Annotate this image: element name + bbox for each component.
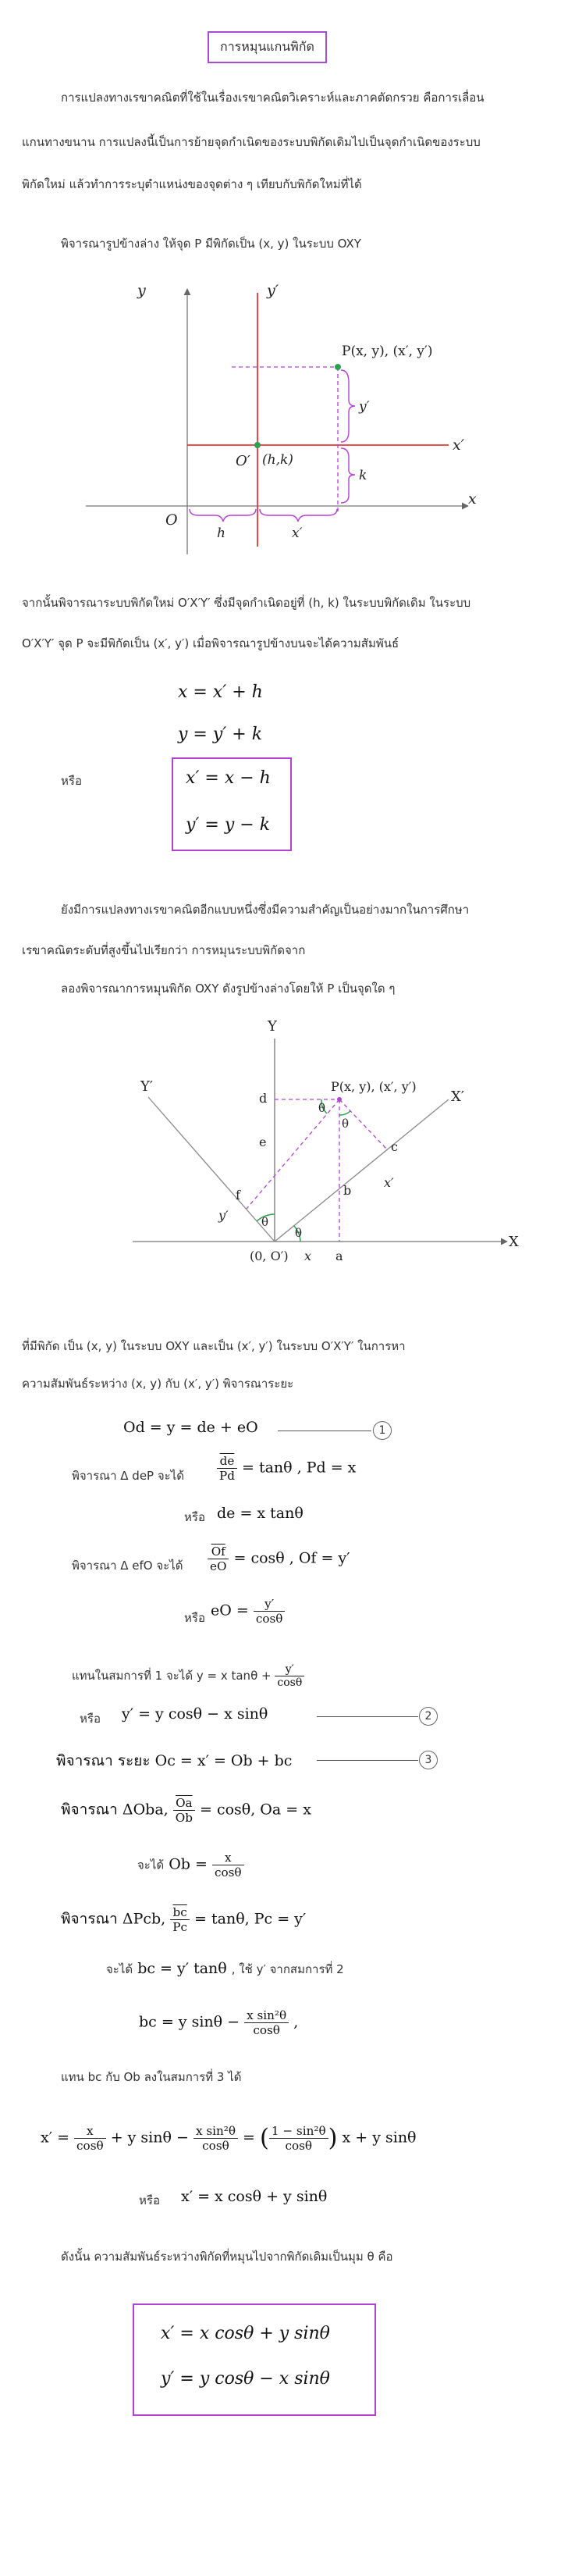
translation-diagram	[62, 265, 499, 554]
label-d: d	[259, 1091, 268, 1106]
eO-num: y′	[254, 1597, 286, 1612]
xp-tail: x + y sinθ	[342, 2129, 417, 2147]
eq2-leader	[317, 1716, 418, 1717]
k-brace	[341, 448, 355, 503]
bc-full-tail: ,	[293, 2013, 299, 2031]
consider-deP: พิจารณา Δ deP จะได้	[72, 1469, 184, 1483]
theta-arc-p-right	[339, 1111, 350, 1115]
eq-number-2: 2	[419, 1707, 438, 1726]
eq-x-translate: x = x′ + h	[178, 682, 263, 702]
label-y-prime: y′	[267, 282, 279, 299]
point-p	[335, 364, 341, 370]
label-y-prime-small: y′	[218, 1208, 229, 1223]
Pcb-rhs: = tanθ, Pc = y′	[194, 1910, 307, 1928]
Pcb-num: $\overline{bc}$	[170, 1905, 190, 1920]
deP-rhs: = tanθ , Pd = x	[242, 1459, 357, 1477]
deP-den: Pd	[219, 1469, 235, 1483]
h-brace	[190, 509, 256, 522]
label-f: f	[236, 1188, 240, 1202]
P-to-f-line	[247, 1099, 339, 1209]
x-prime-short: x′ = x cosθ + y sinθ	[181, 2188, 328, 2205]
xp-f2-den: cosθ	[202, 2139, 229, 2153]
eq-y-prime: y′ = y cosθ − x sinθ	[122, 1705, 268, 1723]
final-result-box	[133, 2303, 376, 2416]
label-x-small: x	[304, 1249, 312, 1263]
bc-full-num: x sin²θ	[244, 2008, 289, 2023]
derivation-line-1: ที่มีพิกัด เป็น (x, y) ในระบบ OXY และเป็น (x′, y′) ในระบบ O′X′Y′ ในการหา	[22, 1339, 406, 1353]
x-prime-brace	[260, 509, 337, 522]
Oba-rhs: = cosθ, Oa = x	[199, 1801, 311, 1819]
label-origin: (0, O′)	[250, 1249, 289, 1263]
Oba-num: $\overline{Oa}$	[173, 1796, 195, 1811]
label-Y: Y	[268, 1018, 277, 1035]
X-prime-axis	[275, 1099, 449, 1242]
intro-line-4: พิจารณารูปข้างล่าง ให้จุด P มีพิกัดเป็น (x, y) ในระบบ OXY	[61, 237, 361, 251]
rotation-diagram	[31, 1015, 546, 1327]
rotation-line-1: ยังมีการแปลงทางเรขาคณิตอีกแบบหนึ่งซึ่งมีความสำคัญเป็นอย่างมากในการศึกษา	[61, 903, 470, 917]
eq-number-1: 1	[373, 1421, 392, 1440]
get-label-2: จะได้	[106, 1962, 133, 1976]
sub1-den: cosθ	[277, 1676, 303, 1689]
final-eq-x-prime: x′ = x cosθ + y sinθ	[161, 2324, 330, 2343]
efO-den: eO	[210, 1559, 227, 1573]
label-e: e	[259, 1135, 267, 1149]
Ob-equation	[137, 1851, 244, 1879]
or-label-2: หรือ	[184, 1510, 205, 1524]
intro-line-3: พิกัดใหม่ แล้วทำการระบุตำแหน่งของจุดต่าง ๆ เทียบกับพิกัดใหม่ที่ได้	[22, 177, 362, 191]
get-label-1: จะได้	[137, 1858, 165, 1872]
label-brace-h: h	[217, 526, 225, 541]
or-label-5: หรือ	[139, 2193, 160, 2207]
label-P: P(x, y), (x′, y′)	[331, 1079, 417, 1094]
xp-f3-num: 1 − sin²θ	[269, 2124, 328, 2139]
rotation-line-3: ลองพิจารณาการหมุนพิกัด OXY ดังรูปข้างล่างโดยให้ P เป็นจุดใด ๆ	[61, 982, 396, 996]
label-a: a	[335, 1249, 343, 1263]
label-p: P(x, y), (x′, y′)	[342, 344, 433, 359]
sub1-num: y′	[275, 1663, 304, 1676]
xp-equals: =	[243, 2129, 255, 2147]
bc-equation	[106, 1960, 344, 1979]
sub1-text: แทนในสมการที่ 1 จะได้ y = x tanθ +	[72, 1669, 272, 1683]
bc-full-equation	[139, 2008, 298, 2037]
efO-ratio	[208, 1545, 350, 1573]
x-prime-long-equation: x′ = $\frac{x}{\cos\theta}$ + y sinθ − $\frac{\text{x sin²θ}}{\cos\theta}$ = ( $\frac{\text{1 − sin²θ}}{\cos\theta}$ ) x + y sinθ	[41, 2124, 417, 2153]
efO-num: $\overline{Of}$	[208, 1545, 229, 1559]
Oba-label: พิจารณา ΔOba,	[61, 1801, 169, 1819]
consider-Oc: พิจารณา ระยะ Oc = x′ = Ob + bc	[56, 1752, 293, 1769]
xp-f1-num: x	[74, 2124, 106, 2139]
label-o-prime: O′	[236, 453, 250, 469]
page-title: การหมุนแกนพิกัด	[208, 31, 327, 63]
box-eq-x: x′ = x − h	[186, 768, 271, 788]
box-eq-y: y′ = y − k	[186, 815, 271, 835]
Ob-den: cosθ	[214, 1865, 242, 1879]
translation-line-2: O′X′Y′ จุด P จะมีพิกัดเป็น (x′, y′) เมื่อพิจารณารูปข้างบนจะได้ความสัมพันธ์	[22, 636, 399, 650]
final-eq-y-prime: y′ = y cosθ − x sinθ	[161, 2369, 330, 2389]
label-hk: (h,k)	[262, 452, 293, 468]
or-label-4: หรือ	[80, 1712, 101, 1726]
or-label-1: หรือ	[61, 774, 82, 788]
theta-label-1: θ	[295, 1226, 303, 1240]
label-o: O	[165, 511, 178, 529]
xp-mid: + y sinθ −	[110, 2129, 189, 2147]
xp-lhs: x′ =	[41, 2129, 69, 2147]
efO-rhs: = cosθ , Of = y′	[233, 1549, 350, 1567]
substitute-eq1	[72, 1663, 304, 1689]
eq3-leader	[317, 1760, 418, 1761]
theta-label-2: θ	[261, 1215, 269, 1229]
eq-y-translate: y = y′ + k	[178, 725, 263, 744]
intro-line-2: แกนทางขนาน การแปลงนี้เป็นการย้ายจุดกำเนิดของระบบพิกัดเดิมไปเป็นจุดกำเนิดของระบบ	[22, 135, 481, 149]
Ob-lhs: Ob =	[169, 1855, 208, 1873]
bc-full-lhs: bc = y sinθ −	[139, 2013, 240, 2031]
label-brace-k: k	[359, 468, 367, 483]
label-X-prime: X′	[451, 1088, 464, 1105]
rotation-line-2: เรขาคณิตระดับที่สูงขึ้นไปเรียกว่า การหมุนระบบพิกัดจาก	[22, 943, 306, 957]
label-b: b	[343, 1183, 352, 1198]
label-x-prime: x′	[453, 436, 465, 454]
xp-f1-den: cosθ	[76, 2139, 104, 2153]
label-brace-y-prime: y′	[359, 399, 370, 415]
eO-den: cosθ	[255, 1612, 283, 1626]
Pcb-label: พิจารณา ΔPcb,	[61, 1910, 166, 1928]
xp-f2-num: x sin²θ	[193, 2124, 238, 2139]
derivation-line-2: ความสัมพันธ์ระหว่าง (x, y) กับ (x′, y′) พิจารณาระยะ	[22, 1377, 294, 1391]
Ob-num: x	[212, 1851, 244, 1865]
deP-ratio	[217, 1454, 356, 1483]
xp-f3-den: cosθ	[285, 2139, 313, 2153]
label-Y-prime: Y′	[140, 1078, 153, 1095]
eO-lhs: eO =	[211, 1602, 249, 1619]
use-eq2-note: , ใช้ y′ จากสมการที่ 2	[231, 1962, 344, 1976]
theta-label-3: θ	[318, 1101, 326, 1115]
deP-num: $\overline{de}$	[217, 1454, 237, 1469]
label-c: c	[391, 1139, 398, 1154]
inverse-translation-box	[172, 757, 292, 851]
label-x: x	[468, 490, 477, 508]
de-equation: de = x tanθ	[217, 1505, 304, 1522]
conclusion-text: ดังนั้น ความสัมพันธ์ระหว่างพิกัดที่หมุนไปจากพิกัดเดิมเป็นมุม θ คือ	[61, 2250, 393, 2264]
label-X: X	[509, 1234, 519, 1250]
Oba-den: Ob	[175, 1811, 193, 1825]
eO-equation	[211, 1597, 285, 1626]
label-brace-x-prime: x′	[292, 526, 303, 541]
theta-label-4: θ	[342, 1117, 350, 1131]
Y-prime-axis	[148, 1097, 275, 1242]
origin-prime-point	[254, 442, 261, 448]
label-x-prime-small: x′	[384, 1175, 394, 1190]
consider-Oba	[61, 1796, 311, 1825]
label-y: y	[137, 282, 146, 299]
y-prime-brace	[341, 370, 355, 442]
consider-Pcb	[61, 1905, 306, 1934]
substitute-eq3: แทน bc กับ Ob ลงในสมการที่ 3 ได้	[61, 2070, 242, 2084]
rotation-point-p	[337, 1097, 342, 1102]
eq-Od: Od = y = de + eO	[123, 1419, 258, 1436]
Pcb-den: Pc	[172, 1920, 187, 1934]
or-label-3: หรือ	[184, 1611, 205, 1625]
translation-line-1: จากนั้นพิจารณาระบบพิกัดใหม่ O′X′Y′ ซึ่งมีจุดกำเนิดอยู่ที่ (h, k) ในระบบพิกัดเดิม ในระบบ	[22, 596, 471, 610]
eq-number-3: 3	[419, 1751, 438, 1769]
bc-eq: bc = y′ tanθ	[137, 1960, 227, 1977]
bc-full-den: cosθ	[253, 2023, 280, 2037]
consider-efO: พิจารณา Δ efO จะได้	[72, 1559, 183, 1573]
intro-line-1: การแปลงทางเรขาคณิตที่ใช้ในเรื่องเรขาคณิตวิเคราะห์และภาคตัดกรวย คือการเลื่อน	[61, 91, 485, 105]
